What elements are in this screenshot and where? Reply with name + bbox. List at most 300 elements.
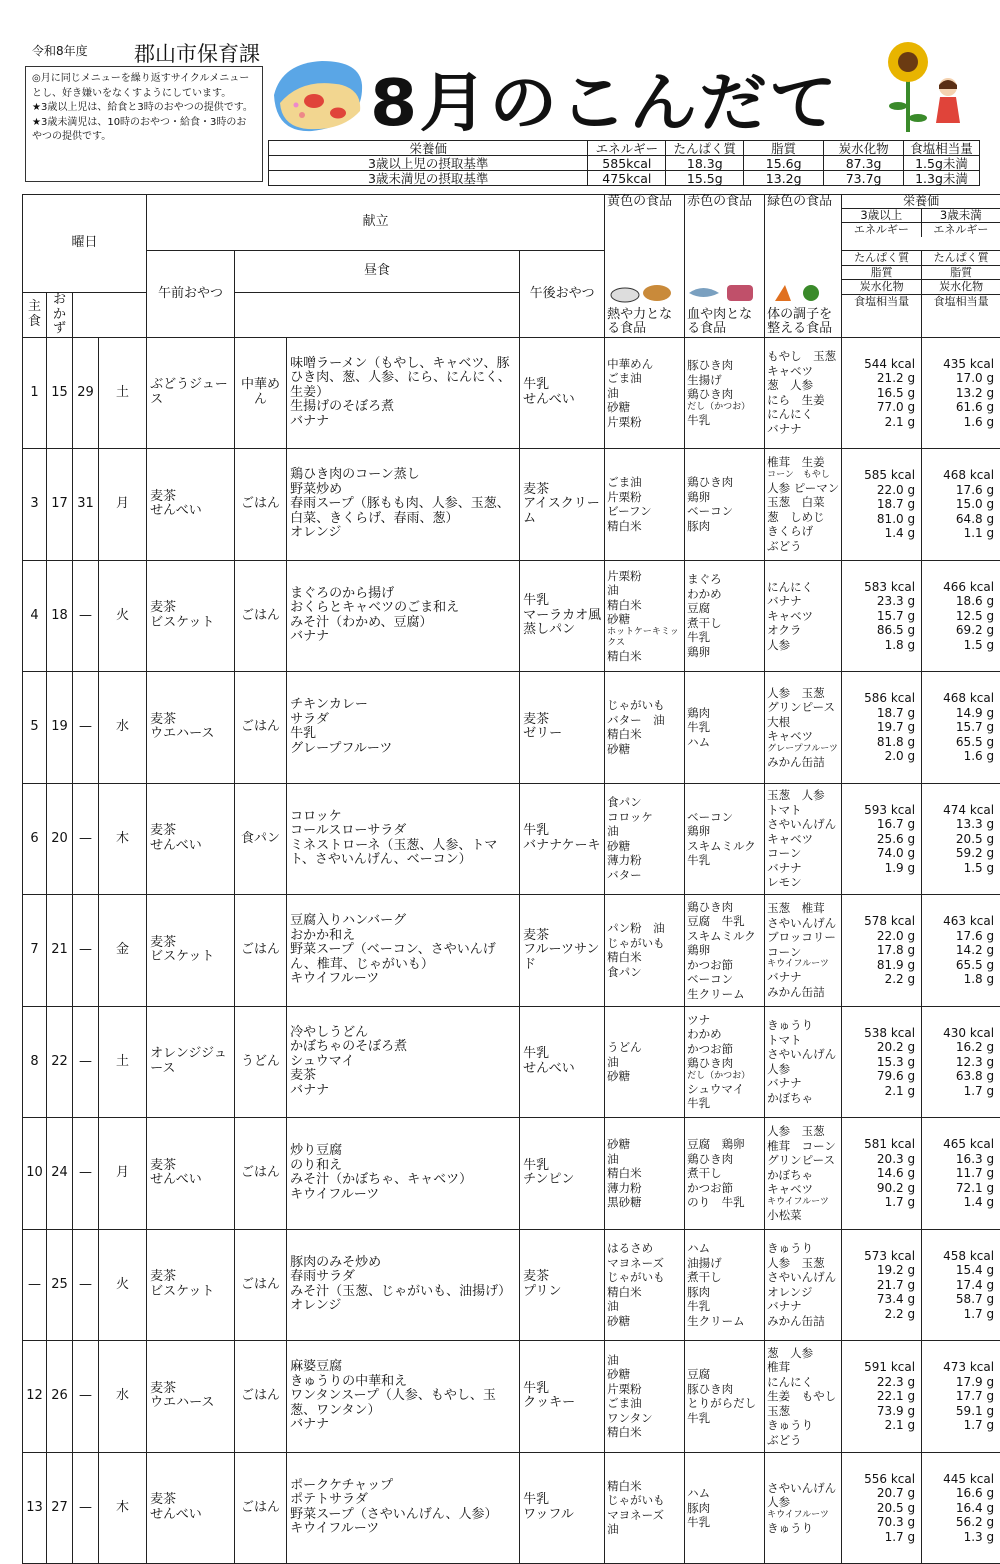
side-dishes-line: バナナ [290, 415, 519, 430]
date-col-3-line: — [73, 609, 98, 624]
standards-header: 食塩相当量 [904, 141, 980, 156]
date-col-2-line: 20 [47, 832, 72, 847]
date-col-1 [23, 337, 47, 449]
green-foods-line: グリンピース [767, 1153, 841, 1168]
staple-line: ごはん [235, 609, 286, 624]
nutrition-value: 1.9 g [842, 861, 915, 876]
side-dishes-line: ミネストローネ（玉葱、人参、トマト、さやいんげん、ベーコン） [290, 839, 519, 868]
side-dishes [287, 895, 520, 1007]
yellow-foods-line: 片栗粉 [607, 490, 684, 505]
green-foods-line: キャベツ [767, 364, 841, 379]
date-col-1-line: 1 [23, 386, 46, 401]
red-foods-line: 生クリーム [687, 1314, 764, 1329]
nutrition-value: 18.6 g [922, 594, 994, 609]
red-foods-line: ハム [687, 1241, 764, 1256]
side-dishes-line: バナナ [290, 1084, 519, 1099]
red-foods [685, 1229, 765, 1341]
nutrition-value: 15.0 g [922, 497, 994, 512]
red-foods-line: かつお節 [687, 1042, 764, 1057]
red-foods-line: 鶏卵 [687, 645, 764, 660]
nutri-header-block [842, 195, 1000, 251]
side-dishes-line: 炒り豆腐 [290, 1144, 519, 1159]
date-col-2-line: 19 [47, 720, 72, 735]
girl-illustration [932, 75, 964, 130]
nutrition-value: 17.7 g [922, 1389, 994, 1404]
am-snack-line: せんべい [150, 1173, 234, 1188]
pm-snack-line: 牛乳 [523, 378, 604, 393]
red-foods [685, 1341, 765, 1453]
yellow-foods-line: 薄力粉 [607, 853, 684, 868]
pm-snack-line: 牛乳 [523, 1382, 604, 1397]
date-col-1-line: 3 [23, 497, 46, 512]
pm-snack-line: 牛乳 [523, 594, 604, 609]
yellow-foods-line: 砂糖 [607, 612, 684, 627]
yellow-foods-line: パン粉 油 [607, 921, 684, 936]
nutrition-value: 1.3 g [922, 1530, 994, 1545]
date-col-3 [73, 1452, 99, 1564]
nutrition-value: 63.8 g [922, 1069, 994, 1084]
over3-header: 3歳以上 [842, 209, 922, 222]
yellow-foods-line: 薄力粉 [607, 1181, 684, 1196]
date-col-1 [23, 1118, 47, 1230]
green-foods [765, 1006, 842, 1118]
staple-line: うどん [235, 1055, 286, 1070]
green-foods-line: コーン [767, 846, 841, 861]
nutrition-over3 [842, 1341, 922, 1453]
red-foods-line: 牛乳 [687, 1299, 764, 1314]
red-foods-line: ハム [687, 735, 764, 750]
red-foods-line: ツナ [687, 1013, 764, 1028]
weekday [99, 1118, 147, 1230]
yellow-foods-line: ホットケーキミックス [607, 627, 684, 649]
standards-header: 脂質 [744, 141, 824, 156]
date-col-1 [23, 783, 47, 895]
nutrition-over3 [842, 783, 922, 895]
red-desc-text: 血や肉となる食品 [687, 308, 764, 337]
side-header: おかず [47, 293, 73, 338]
red-foods-line: ベーコン [687, 972, 764, 987]
yellow-foods-line: うどん [607, 1040, 684, 1055]
side-dishes-line: 麦茶 [290, 1069, 519, 1084]
nutrition-value: 81.9 g [842, 958, 915, 973]
pm-snack-line: 麦茶 [523, 713, 604, 728]
nutrition-value: 1.8 g [922, 972, 994, 987]
pm-snack-header: 午後おやつ [520, 251, 605, 338]
nutrition-value: 15.3 g [842, 1055, 915, 1070]
pm-snack-line: 牛乳 [523, 1493, 604, 1508]
staple-line: 食パン [235, 832, 286, 847]
green-foods-line: 大根 [767, 715, 841, 730]
yellow-foods [605, 1229, 685, 1341]
date-col-1-line: — [23, 1278, 46, 1293]
yellow-foods-line: 油 [607, 824, 684, 839]
yellow-foods-line: ごま油 [607, 1396, 684, 1411]
red-foods-line: 豚肉 [687, 519, 764, 534]
nutrition-value: 18.7 g [842, 706, 915, 721]
green-foods-line: 生姜 もやし [767, 1389, 841, 1404]
over3-lines [842, 251, 922, 338]
nutri-line: 食塩相当量 [922, 295, 1000, 309]
nutrition-value: 16.2 g [922, 1040, 994, 1055]
red-foods [685, 1452, 765, 1564]
menu-row [23, 672, 1000, 784]
green-foods-line: みかん缶詰 [767, 755, 841, 770]
yellow-foods-line: 黒砂糖 [607, 1195, 684, 1210]
side-dishes-line: 生揚げのそぼろ煮 [290, 400, 519, 415]
side-dishes [287, 1452, 520, 1564]
standards-cell: 73.7g [824, 171, 904, 186]
nutrition-value: 22.1 g [842, 1389, 915, 1404]
green-foods [765, 1229, 842, 1341]
nutrition-value: 593 kcal [842, 803, 915, 818]
yellow-header: 黄色の食品 [605, 195, 685, 251]
nutrition-value: 16.5 g [842, 386, 915, 401]
yellow-foods-line: 油 [607, 583, 684, 598]
green-foods [765, 895, 842, 1007]
menu-row [23, 1118, 1000, 1230]
nutrition-value: 1.6 g [922, 415, 994, 430]
red-foods-line: 豚肉 [687, 1285, 764, 1300]
menu-row [23, 449, 1000, 561]
staple-line: ごはん [235, 943, 286, 958]
standards-cell: 3歳未満児の摂取基準 [269, 171, 588, 186]
yellow-foods-line: はるさめ [607, 1241, 684, 1256]
am-snack [147, 449, 235, 561]
side-dishes-line: キウイフルーツ [290, 1522, 519, 1537]
am-snack-line: オレンジジュース [150, 1047, 234, 1076]
office-name: 郡山市保育課 [134, 38, 260, 68]
green-foods-line: キウイフルーツ [767, 1510, 841, 1521]
standards-cell: 13.2g [744, 171, 824, 186]
green-foods-line: 葱 人参 [767, 378, 841, 393]
pm-snack [520, 672, 605, 784]
green-foods-line: バナナ [767, 1299, 841, 1314]
nutri-line: 脂質 [922, 266, 1000, 281]
nutrition-value: 430 kcal [922, 1026, 994, 1041]
nutrition-value: 466 kcal [922, 580, 994, 595]
am-snack-line: 麦茶 [150, 601, 234, 616]
side-dishes-line: キウイフルーツ [290, 1188, 519, 1203]
nutrition-value: 20.3 g [842, 1152, 915, 1167]
green-foods-line: ぶどう [767, 1433, 841, 1448]
green-foods-line: にら 生姜 [767, 393, 841, 408]
nutri-line: 脂質 [842, 266, 921, 281]
side-dishes [287, 1118, 520, 1230]
green-foods-line: 葱 人参 [767, 1346, 841, 1361]
date-col-3-line: — [73, 1166, 98, 1181]
red-foods-line: わかめ [687, 1027, 764, 1042]
date-col-3 [73, 783, 99, 895]
red-foods-line: 煮干し [687, 1166, 764, 1181]
nutrition-value: 64.8 g [922, 512, 994, 527]
yellow-foods-line: マヨネーズ [607, 1256, 684, 1271]
red-foods-line: スキムミルク [687, 839, 764, 854]
weekday [99, 449, 147, 561]
nutri-line: たんぱく質 [922, 251, 1000, 266]
date-col-1-line: 13 [23, 1501, 46, 1516]
yellow-foods [605, 1341, 685, 1453]
green-foods-line: オレンジ [767, 1285, 841, 1300]
red-foods-line: 鶏ひき肉 [687, 900, 764, 915]
green-foods-line: きくらげ [767, 524, 841, 539]
yellow-foods-line: 砂糖 [607, 400, 684, 415]
side-dishes [287, 1341, 520, 1453]
pm-snack [520, 560, 605, 672]
nutrition-value: 56.2 g [922, 1515, 994, 1530]
nutrition-value: 73.9 g [842, 1404, 915, 1419]
green-foods-line: 小松菜 [767, 1208, 841, 1223]
weekday [99, 1229, 147, 1341]
side-dishes-line: まぐろのから揚げ [290, 587, 519, 602]
red-foods-line: スキムミルク [687, 929, 764, 944]
pm-snack-line: 牛乳 [523, 1159, 604, 1174]
red-foods-line: 煮干し [687, 616, 764, 631]
nutrition-value: 13.2 g [922, 386, 994, 401]
am-snack [147, 1452, 235, 1564]
am-snack-line: ぶどうジュース [150, 378, 234, 407]
nutrition-value: 86.5 g [842, 623, 915, 638]
date-col-3 [73, 449, 99, 561]
date-col-3 [73, 1006, 99, 1118]
green-foods-line: バナナ [767, 594, 841, 609]
yellow-foods-line: ごま油 [607, 475, 684, 490]
nutrition-value: 61.6 g [922, 400, 994, 415]
red-header: 赤色の食品 [685, 195, 765, 251]
pm-snack-line: せんべい [523, 1062, 604, 1077]
nutri-line: 食塩相当量 [842, 295, 921, 309]
green-foods-line: さやいんげん [767, 1047, 841, 1062]
pm-snack-line: 麦茶 [523, 483, 604, 498]
side-dishes-line: 鶏ひき肉のコーン蒸し [290, 468, 519, 483]
green-foods-line: ブロッコリー [767, 930, 841, 945]
standards-cell: 1.3g未満 [904, 171, 980, 186]
red-foods [685, 672, 765, 784]
red-foods-line: 生揚げ [687, 373, 764, 388]
green-foods-line: かぼちゃ [767, 1168, 841, 1183]
am-snack [147, 1341, 235, 1453]
note-line: ★3歳未満児は、10時のおやつ・給食・3時のおやつの提供です。 [32, 116, 256, 145]
side-dishes-line: 野菜炒め [290, 483, 519, 498]
pm-snack-line: バナナケーキ [523, 839, 604, 854]
green-foods-line: 玉葱 人参 [767, 788, 841, 803]
side-dishes-line: 春雨サラダ [290, 1270, 519, 1285]
nutri-age-row [842, 209, 1000, 222]
yellow-foods-line: 精白米 [607, 1425, 684, 1440]
yellow-foods [605, 337, 685, 449]
green-foods-line: みかん缶詰 [767, 1314, 841, 1329]
nutrition-under3 [922, 783, 1000, 895]
staple [235, 449, 287, 561]
weekday-line: 土 [99, 1055, 146, 1070]
side-dishes-line: ワンタンスープ（人参、もやし、玉葱、ワンタン） [290, 1389, 519, 1418]
yellow-foods [605, 783, 685, 895]
nutrition-value: 445 kcal [922, 1472, 994, 1487]
nutrition-under3 [922, 337, 1000, 449]
date-col-3-line: 31 [73, 497, 98, 512]
green-foods-line: 人参 [767, 638, 841, 653]
green-foods [765, 1341, 842, 1453]
nutrition-value: 583 kcal [842, 580, 915, 595]
rice-bread-icon [607, 281, 677, 303]
side-dishes-line: かぼちゃのそぼろ煮 [290, 1040, 519, 1055]
kondate-header: 献立 [147, 195, 605, 251]
yellow-foods-line: 砂糖 [607, 839, 684, 854]
green-desc-text: 体の調子を整える食品 [767, 308, 841, 337]
nutrition-value: 1.7 g [842, 1530, 915, 1545]
nutrition-value: 1.5 g [922, 638, 994, 653]
date-col-3-line: — [73, 1389, 98, 1404]
nutrition-value: 16.7 g [842, 817, 915, 832]
yellow-foods-line: 精白米 [607, 1285, 684, 1300]
pm-snack-line: 牛乳 [523, 1047, 604, 1062]
red-foods-line: 豚ひき肉 [687, 358, 764, 373]
nutrition-under3 [922, 1118, 1000, 1230]
green-foods-line: 玉葱 白菜 [767, 495, 841, 510]
staple [235, 1118, 287, 1230]
green-foods-line: 椎茸 生姜 [767, 455, 841, 470]
side-dishes [287, 560, 520, 672]
date-col-2 [47, 895, 73, 1007]
am-snack-line: せんべい [150, 1508, 234, 1523]
side-dishes-line: チキンカレー [290, 698, 519, 713]
red-foods-line: 煮干し [687, 1270, 764, 1285]
side-dishes-line: オレンジ [290, 1299, 519, 1314]
nutrition-value: 2.1 g [842, 1084, 915, 1099]
green-foods-line: さやいんげん [767, 817, 841, 832]
side-dishes-line: みそ汁（かぼちゃ、キャベツ） [290, 1173, 519, 1188]
pm-snack-line: マーラカオ風蒸しパン [523, 609, 604, 638]
nutrition-under3 [922, 560, 1000, 672]
yellow-foods-line: 砂糖 [607, 1367, 684, 1382]
menu-row [23, 560, 1000, 672]
note-line: ◎月に同じメニューを繰り返すサイクルメニューとし、好き嫌いをなくすようにしています。 [32, 72, 256, 101]
weekday [99, 783, 147, 895]
nutrition-value: 578 kcal [842, 914, 915, 929]
side-dishes-line: 豚肉のみそ炒め [290, 1256, 519, 1271]
red-foods-line: 生クリーム [687, 987, 764, 1002]
nutrition-value: 17.0 g [922, 371, 994, 386]
nutrition-under3 [922, 1341, 1000, 1453]
nutrition-value: 573 kcal [842, 1249, 915, 1264]
under3-header: 3歳未満 [922, 209, 1000, 222]
am-snack-line: 麦茶 [150, 713, 234, 728]
nutrition-value: 12.3 g [922, 1055, 994, 1070]
yellow-desc [605, 251, 685, 338]
sunflower-illustration [882, 40, 934, 132]
yellow-foods-line: 油 [607, 1299, 684, 1314]
red-foods-line: 牛乳 [687, 1515, 764, 1530]
nutrition-value: 21.7 g [842, 1278, 915, 1293]
side-dishes-line: バナナ [290, 630, 519, 645]
green-foods-line: グリンピース [767, 700, 841, 715]
date-col-3-line: — [73, 832, 98, 847]
red-foods-line: 豆腐 鶏卵 [687, 1137, 764, 1152]
side-dishes-line: コールスローサラダ [290, 824, 519, 839]
am-snack-line: ビスケット [150, 616, 234, 631]
standards-cell: 15.6g [744, 156, 824, 171]
staple [235, 1006, 287, 1118]
note-line: ★3歳以上児は、給食と3時のおやつの提供です。 [32, 101, 256, 116]
am-snack-line: ウエハース [150, 727, 234, 742]
date-col-3-line: — [73, 1278, 98, 1293]
yellow-foods-line: じゃがいも [607, 1270, 684, 1285]
staple-line: ごはん [235, 1501, 286, 1516]
red-foods-line: 牛乳 [687, 413, 764, 428]
nutrition-value: 458 kcal [922, 1249, 994, 1264]
yellow-foods [605, 672, 685, 784]
date-col-2 [47, 560, 73, 672]
side-dishes-line: のり和え [290, 1159, 519, 1174]
lunch-header: 昼食 [235, 251, 520, 293]
nutrition-value: 435 kcal [922, 357, 994, 372]
yellow-foods-line: ビーフン [607, 504, 684, 519]
green-foods-line: 人参 玉葱 [767, 1256, 841, 1271]
nutri-header: 栄養価 [842, 195, 1000, 209]
date-col-2 [47, 1452, 73, 1564]
yellow-foods-line: 精白米 [607, 598, 684, 613]
nutrition-value: 90.2 g [842, 1181, 915, 1196]
date-col-1 [23, 1006, 47, 1118]
nutrition-under3 [922, 895, 1000, 1007]
side-dishes-line: 冷やしうどん [290, 1026, 519, 1041]
yellow-foods-line: 精白米 [607, 950, 684, 965]
weekday-line: 水 [99, 1389, 146, 1404]
side-dishes [287, 337, 520, 449]
weekday [99, 672, 147, 784]
nutrition-value: 81.8 g [842, 735, 915, 750]
yellow-foods-line: 中華めん [607, 357, 684, 372]
yellow-desc-text: 熱や力となる食品 [607, 308, 684, 337]
green-foods [765, 783, 842, 895]
green-foods-line: トマト [767, 803, 841, 818]
side-dishes-line: おくらとキャベツのごま和え [290, 601, 519, 616]
pm-snack-line: ゼリー [523, 727, 604, 742]
date-col-2 [47, 337, 73, 449]
yellow-foods-line: 精白米 [607, 519, 684, 534]
side-dishes-line: 豆腐入りハンバーグ [290, 914, 519, 929]
weekday-line: 木 [99, 832, 146, 847]
nutrition-value: 2.1 g [842, 415, 915, 430]
staple [235, 1452, 287, 1564]
nutrition-over3 [842, 672, 922, 784]
nutrition-under3 [922, 1006, 1000, 1118]
red-foods-line: 鶏ひき肉 [687, 387, 764, 402]
yellow-foods [605, 1118, 685, 1230]
green-foods [765, 1452, 842, 1564]
side-dishes-line: ポテトサラダ [290, 1493, 519, 1508]
staple [235, 337, 287, 449]
yellow-foods-line: ワンタン [607, 1411, 684, 1426]
green-foods-line: 玉葱 椎茸 [767, 901, 841, 916]
red-foods-line: 牛乳 [687, 1411, 764, 1426]
nutrition-over3 [842, 449, 922, 561]
am-snack-line: ビスケット [150, 950, 234, 965]
am-snack [147, 783, 235, 895]
am-snack [147, 672, 235, 784]
date-col-2-line: 27 [47, 1501, 72, 1516]
green-foods-line: キャベツ [767, 1182, 841, 1197]
red-foods-line: 鶏ひき肉 [687, 475, 764, 490]
side-dishes-line: ポークケチャップ [290, 1479, 519, 1494]
nutrition-value: 22.0 g [842, 929, 915, 944]
date-col-3-line: — [73, 1055, 98, 1070]
red-foods [685, 560, 765, 672]
nutrition-value: 22.3 g [842, 1375, 915, 1390]
date-col-1 [23, 1229, 47, 1341]
weekday-line: 火 [99, 1278, 146, 1293]
date-col-3-line: — [73, 1501, 98, 1516]
pm-snack [520, 895, 605, 1007]
